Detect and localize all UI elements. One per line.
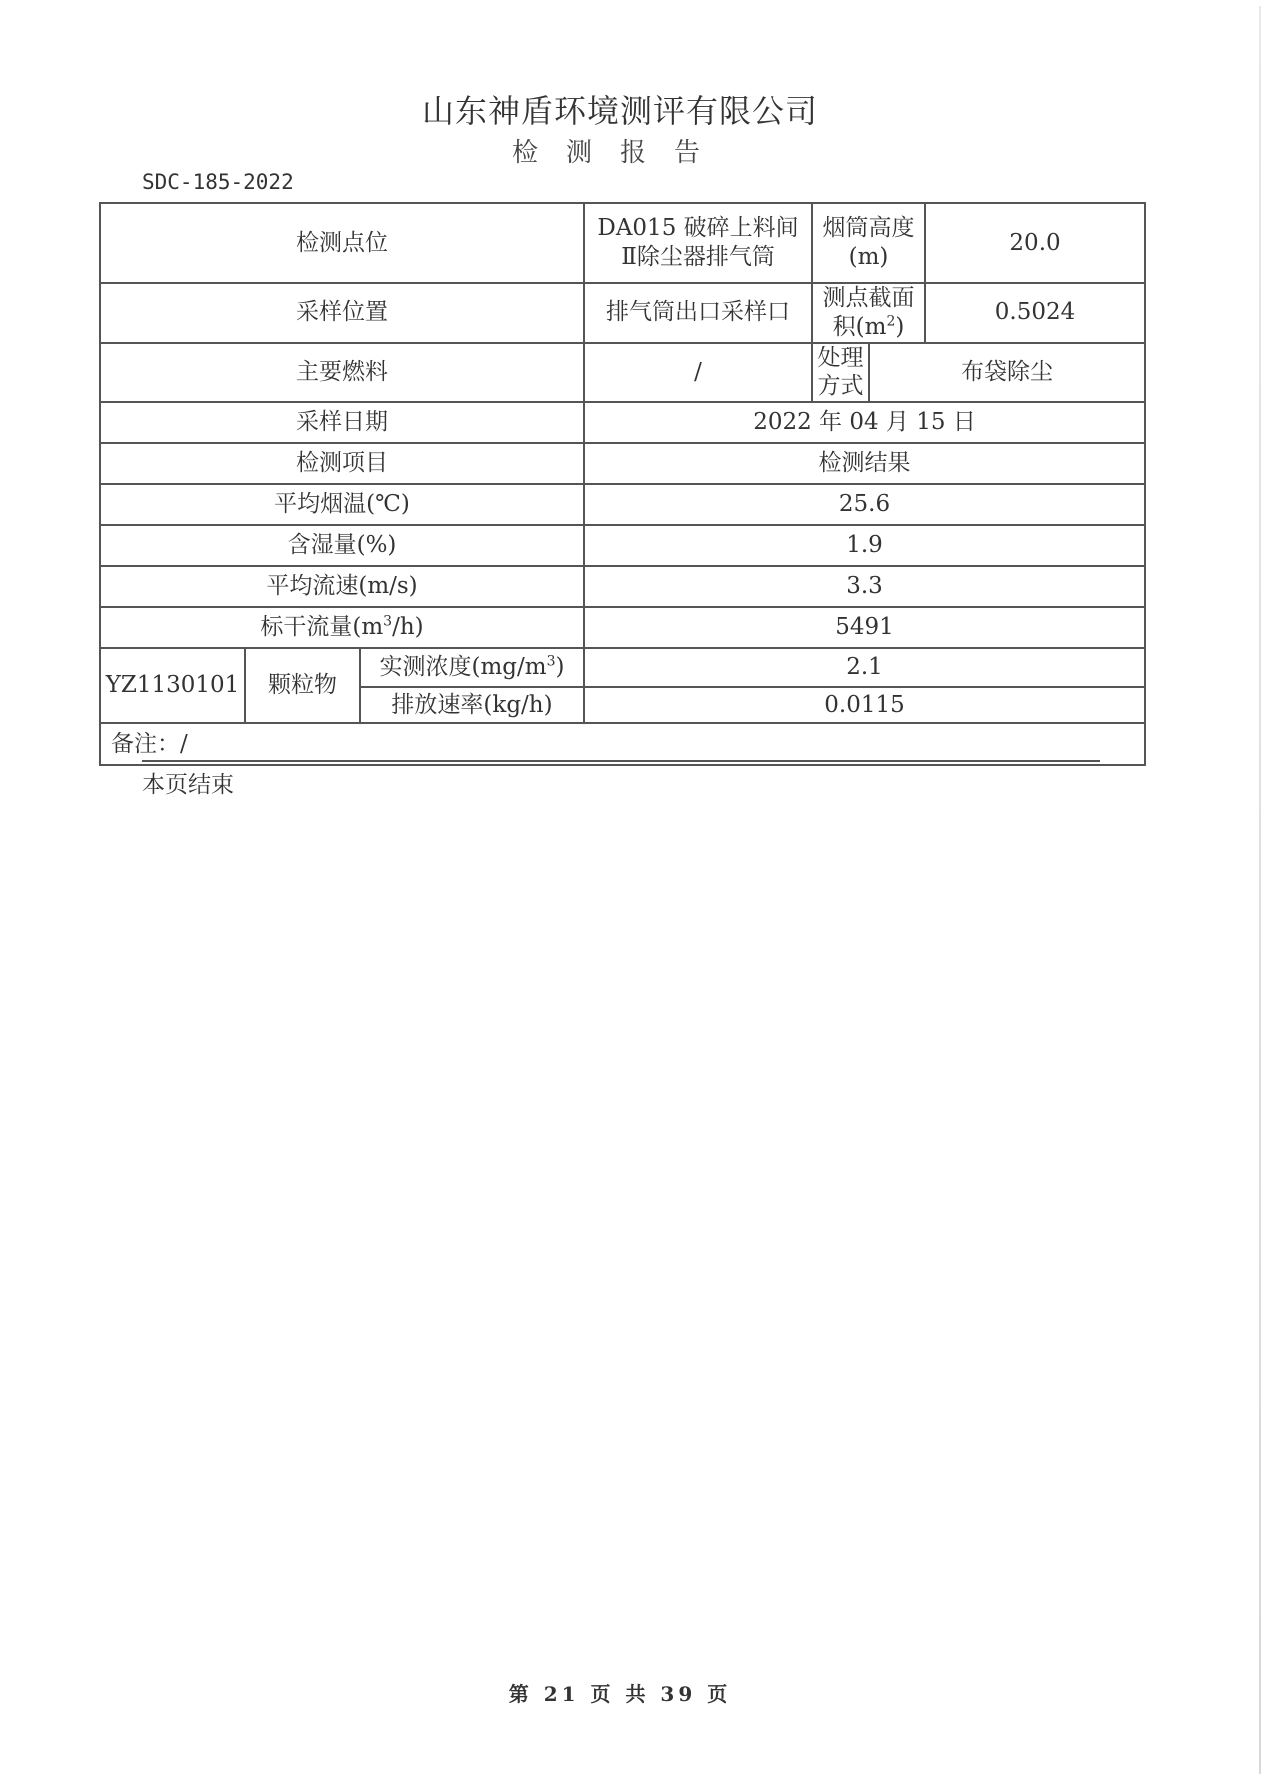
section-area-sup: 2 [886,313,896,330]
rate-value: 0.0115 [584,687,1145,723]
conc-label [360,648,584,687]
stack-height-value: 20.0 [925,203,1145,283]
fuel-label: 主要燃料 [100,343,584,403]
humidity-label: 含湿量(%) [100,525,584,566]
point-value [584,203,812,283]
fuel-value: / [584,343,812,403]
table-row [100,566,1145,607]
result-label: 检测结果 [584,443,1145,484]
section-area-value: 0.5024 [925,283,1145,343]
test-results-table [99,202,1146,766]
sampling-position-value: 排气筒出口采样口 [584,283,812,343]
point-value-line2: Ⅱ除尘器排气筒 [621,244,775,270]
point-value-line1: DA015 破碎上料间 [597,215,799,242]
conc-value: 2.1 [584,648,1145,687]
section-area-label [812,283,925,343]
table-row [100,484,1145,525]
conc-label-close: ) [555,654,565,681]
std-flow-value: 5491 [584,607,1145,648]
pollutant-name: 颗粒物 [245,648,360,723]
section-area-label-text: 测点截面积(m [822,285,915,340]
end-divider [142,760,1100,762]
avg-velocity-value: 3.3 [584,566,1145,607]
std-flow-label-close: /h) [392,614,424,641]
conc-label-text: 实测浓度(mg/m [379,654,547,681]
page-edge [1259,6,1261,1774]
conc-sup: 3 [546,653,556,670]
report-title: 检测报告 [511,138,728,168]
table-row [100,283,1145,343]
report-number: SDC-185-2022 [142,170,294,194]
table-row [100,402,1145,443]
sampling-position-label: 采样位置 [100,283,584,343]
table-row [100,443,1145,484]
avg-temp-label: 平均烟温(℃) [100,484,584,525]
date-value: 2022 年 04 月 15 日 [584,402,1145,443]
point-label: 检测点位 [100,203,584,283]
stack-height-label: 烟筒高度(m) [812,203,925,283]
table-row [100,203,1145,283]
avg-temp-value: 25.6 [584,484,1145,525]
treatment-label: 处理方式 [812,343,869,403]
table-row [100,648,1145,687]
treatment-value: 布袋除尘 [869,343,1145,403]
rate-label: 排放速率(kg/h) [360,687,584,723]
std-flow-sup: 3 [383,613,393,630]
avg-velocity-label: 平均流速(m/s) [100,566,584,607]
page-end-note: 本页结束 [142,772,234,798]
item-label: 检测项目 [100,443,584,484]
table-row [100,723,1145,765]
date-label: 采样日期 [100,402,584,443]
humidity-value: 1.9 [584,525,1145,566]
std-flow-label-text: 标干流量(m [260,614,384,641]
page-number-footer: 第 21 页 共 39 页 [508,1682,732,1706]
remark: 备注：/ [100,723,1145,765]
company-name: 山东神盾环境测评有限公司 [421,92,818,130]
table-row [100,343,1145,403]
sample-id: YZ1130101 [100,648,245,723]
table-row [100,525,1145,566]
table-row [100,607,1145,648]
section-area-label-close: ) [895,313,905,340]
std-flow-label [100,607,584,648]
